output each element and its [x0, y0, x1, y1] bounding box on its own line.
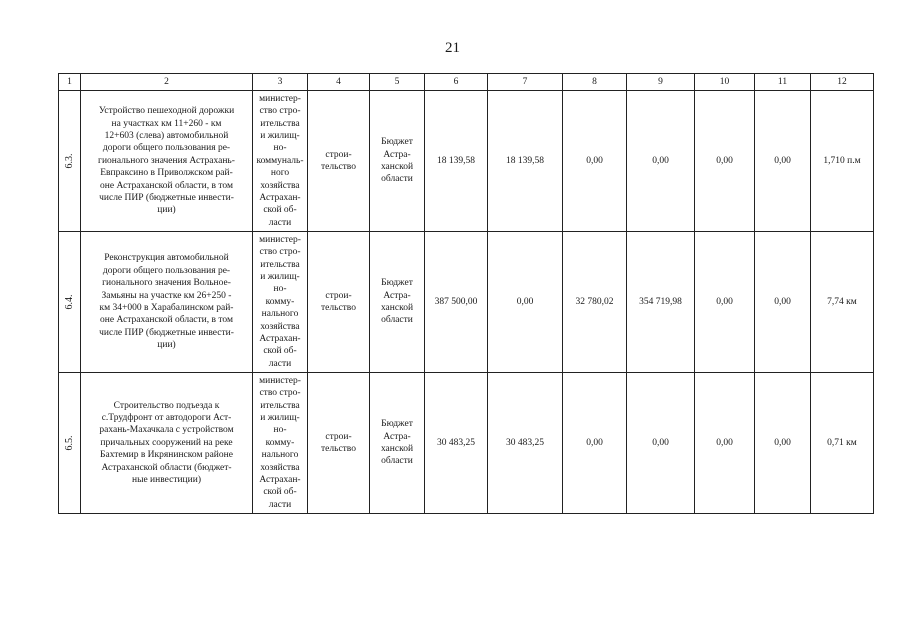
table-row: [59, 373, 874, 514]
header-cell: 11: [755, 74, 811, 91]
header-cell: 4: [308, 74, 370, 91]
header-cell: 10: [695, 74, 755, 91]
capacity-cell: 0,71 км: [811, 373, 874, 514]
value-cell: 32 780,02: [563, 232, 627, 373]
row-number-cell: [59, 232, 81, 373]
row-number-cell: [59, 91, 81, 232]
total-cell: 18 139,58: [425, 91, 488, 232]
row-number: 6.3.: [63, 153, 75, 169]
executor-cell: министер- ство стро- ительства и жилищ- но- комму- нального хозяйства Астрахан- ской об- ласти: [253, 373, 308, 514]
capacity-cell: 1,710 п.м: [811, 91, 874, 232]
work-type-cell: строи- тельство: [308, 373, 370, 514]
header-cell: 6: [425, 74, 488, 91]
header-cell: 9: [627, 74, 695, 91]
funding-source-cell: Бюджет Астра- ханской области: [370, 232, 425, 373]
table-row: [59, 232, 874, 373]
object-name: Устройство пешеходной дорожки на участках км 11+260 - км 12+603 (слева) автомобильной дороги общего пользования ре- гионального значения Астрахань- Евпраксино в Приволжском рай- оне Астраханской области, в том числе ПИР (бюджетные инвести- ции): [98, 106, 235, 216]
value-cell: 30 483,25: [488, 373, 563, 514]
header-cell: 7: [488, 74, 563, 91]
total-cell: 30 483,25: [425, 373, 488, 514]
value-cell: 0,00: [755, 232, 811, 373]
value-cell: 0,00: [695, 232, 755, 373]
funding-source-cell: Бюджет Астра- ханской области: [370, 91, 425, 232]
object-name-cell: [81, 373, 253, 514]
table-row: [59, 91, 874, 232]
object-name: Строительство подъезда к с.Трудфронт от автодороги Аст- рахань-Махачкала с устройством причальных сооружений на реке Бахтемир в Икрянинском районе Астраханской области (бюджет- ные инвестиции): [99, 400, 234, 486]
value-cell: 0,00: [695, 373, 755, 514]
value-cell: 18 139,58: [488, 91, 563, 232]
row-number-cell: [59, 373, 81, 514]
value-cell: 0,00: [488, 232, 563, 373]
header-cell: 12: [811, 74, 874, 91]
value-cell: 0,00: [563, 91, 627, 232]
work-type-cell: строи- тельство: [308, 232, 370, 373]
header-cell: 5: [370, 74, 425, 91]
funding-source-cell: Бюджет Астра- ханской области: [370, 373, 425, 514]
header-cell: 1: [59, 74, 81, 91]
header-cell: 8: [563, 74, 627, 91]
object-name-cell: [81, 232, 253, 373]
object-name-cell: [81, 91, 253, 232]
value-cell: 0,00: [563, 373, 627, 514]
object-name: Реконструкция автомобильной дороги общего пользования ре- гионального значения Вольное- Замьяны на участке км 26+250 - км 34+000 в Харабалинском рай- оне Астраханской области, в том числе ПИР (бюджетные инвести- ции): [99, 253, 234, 351]
value-cell: 0,00: [627, 373, 695, 514]
header-cell: 2: [81, 74, 253, 91]
work-type-cell: строи- тельство: [308, 91, 370, 232]
total-cell: 387 500,00: [425, 232, 488, 373]
value-cell: 0,00: [755, 373, 811, 514]
capacity-cell: 7,74 км: [811, 232, 874, 373]
header-cell: 3: [253, 74, 308, 91]
executor-cell: министер- ство стро- ительства и жилищ- но- комму- нального хозяйства Астрахан- ской об- ласти: [253, 232, 308, 373]
value-cell: 0,00: [627, 91, 695, 232]
row-number: 6.5.: [63, 435, 75, 451]
value-cell: 0,00: [755, 91, 811, 232]
value-cell: 0,00: [695, 91, 755, 232]
page-number: 21: [445, 40, 460, 56]
executor-cell: министер- ство стро- ительства и жилищ- но- коммуналь- ного хозяйства Астрахан- ской об- ласти: [253, 91, 308, 232]
header-row: [59, 74, 874, 91]
value-cell: 354 719,98: [627, 232, 695, 373]
row-number: 6.4.: [63, 294, 75, 310]
investment-table: [58, 73, 874, 514]
